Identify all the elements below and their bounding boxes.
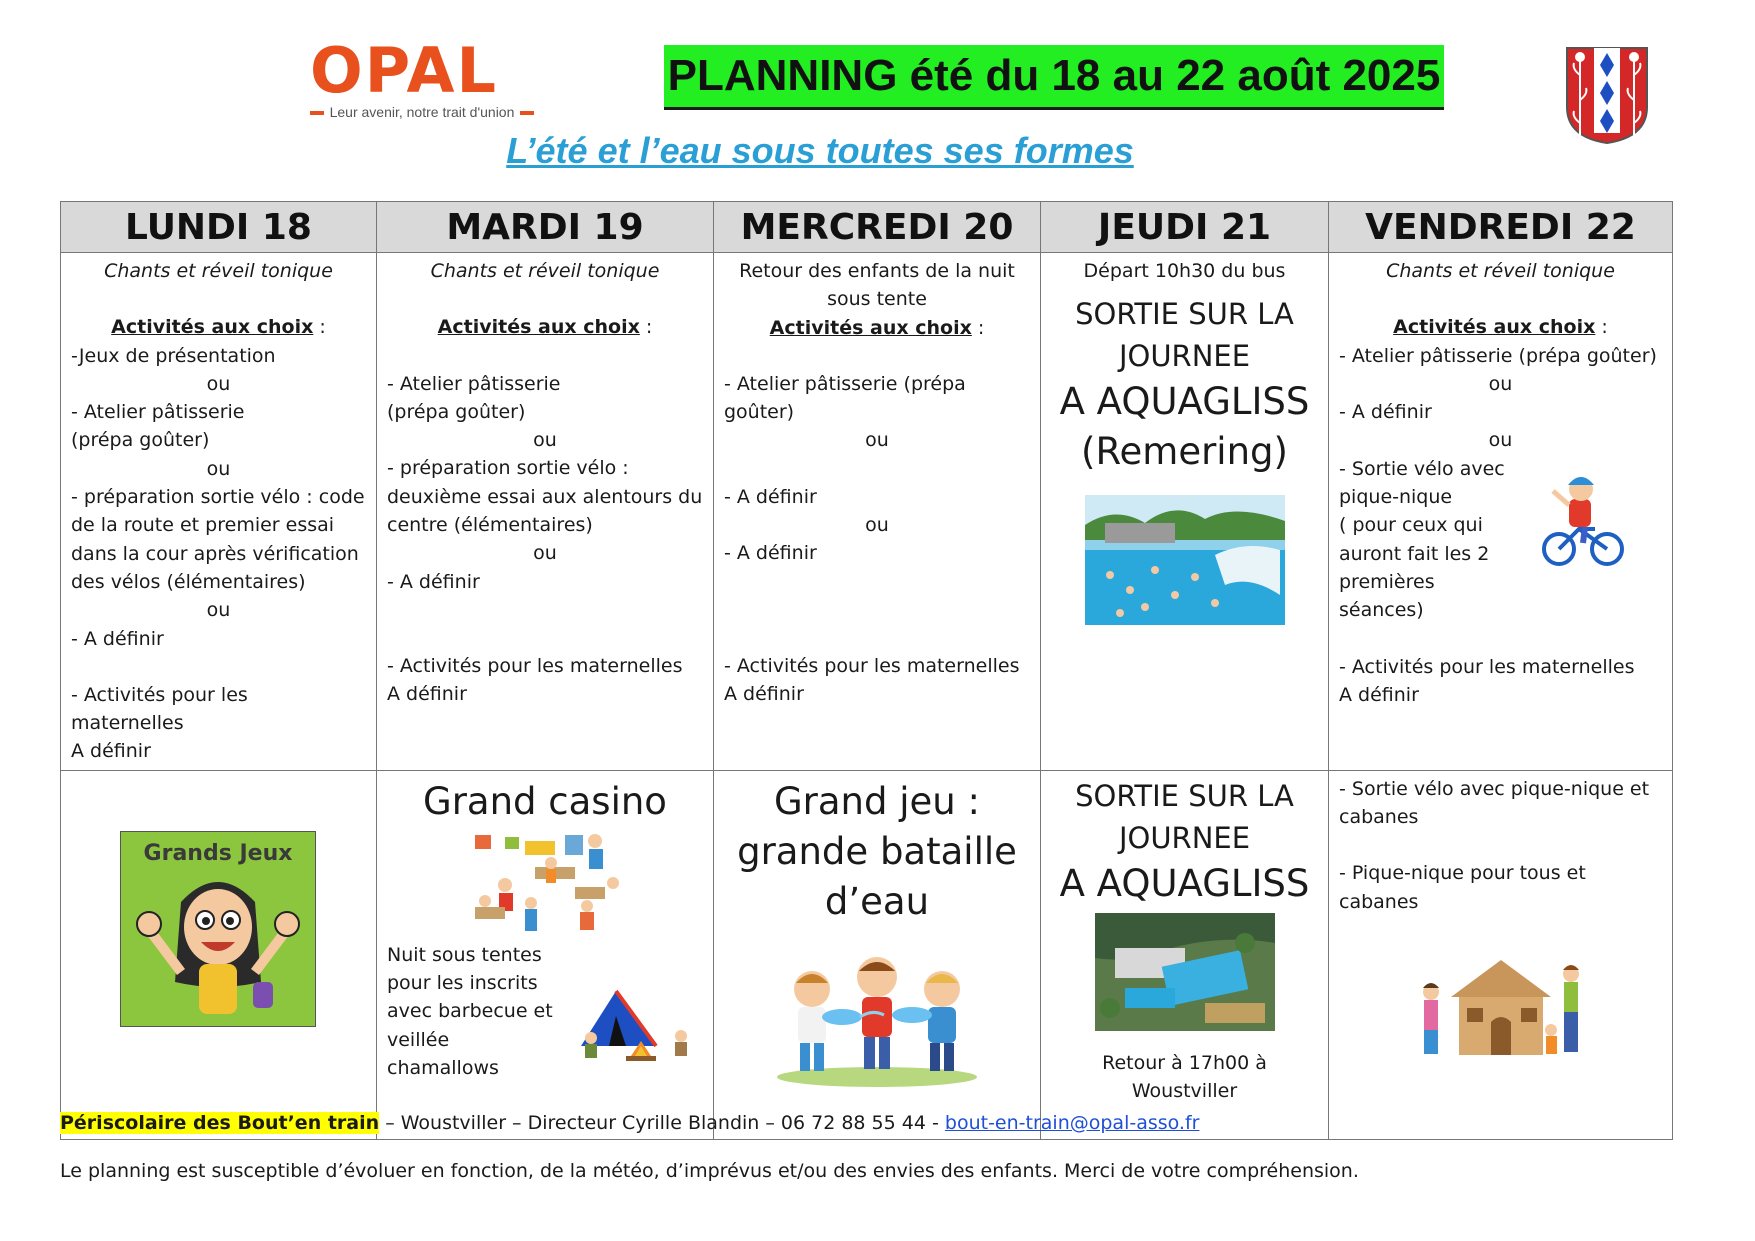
tuesday-activity: (prépa goûter) [387, 400, 526, 423]
wednesday-return: sous tente [827, 288, 927, 311]
tuesday-night: veillée [387, 1028, 450, 1051]
grands-jeux-label: Grands Jeux [143, 840, 293, 866]
friday-activity: auront fait les 2 [1339, 542, 1490, 565]
thursday-outing: SORTIE SUR LA [1075, 297, 1294, 332]
friday-or: ou [1488, 429, 1513, 452]
day-header-friday: VENDREDI 22 [1329, 202, 1673, 253]
wednesday-activity: - A définir [724, 542, 817, 565]
friday-intro: Chants et réveil tonique [1386, 260, 1615, 282]
footer-note: Le planning est susceptible d’évoluer en fonction, de la météo, d’imprévus et/ou des envies des enfants. Merci de votre compréhension. [60, 1160, 1359, 1182]
planning-table [60, 201, 1673, 1140]
monday-or: ou [206, 599, 231, 622]
tuesday-afternoon-title: Grand casino [423, 779, 667, 823]
wednesday-activity: - Activités pour les maternelles [724, 654, 1020, 677]
monday-or: ou [206, 372, 231, 395]
tent-campfire-icon [571, 976, 701, 1066]
thursday-departure: Départ 10h30 du bus [1083, 260, 1286, 282]
wednesday-afternoon-cell [714, 770, 1041, 1139]
friday-afternoon: cabanes [1339, 806, 1419, 829]
wednesday-activity: - A définir [724, 485, 817, 508]
friday-activity: - Activités pour les maternelles [1339, 655, 1635, 678]
day-header-monday: LUNDI 18 [61, 202, 377, 253]
monday-activity: - Activités pour les maternelles [71, 683, 248, 735]
day-header-row [61, 202, 1673, 253]
friday-activity: premières [1339, 570, 1435, 593]
monday-activity: -Jeux de présentation [71, 344, 276, 367]
thursday-afternoon-place: A AQUAGLISS [1059, 861, 1310, 905]
tuesday-night: chamallows [387, 1056, 499, 1079]
monday-activity: - A définir [71, 627, 164, 650]
footer-email-link[interactable]: bout-en-train@opal-asso.fr [944, 1112, 1200, 1134]
friday-or: ou [1488, 372, 1513, 395]
tuesday-night: pour les inscrits [387, 972, 538, 995]
wednesday-or: ou [865, 514, 889, 537]
friday-activity: - A définir [1339, 401, 1432, 424]
logo-tagline: Leur avenir, notre trait d'union [292, 104, 552, 120]
footer-structure-name: Périscolaire des Bout’en train [60, 1112, 380, 1134]
monday-activity: - préparation sortie vélo : code [71, 486, 365, 509]
page-title: PLANNING été du 18 au 22 août 2025 [667, 51, 1441, 100]
waterpark-photo-icon [1085, 495, 1285, 625]
wednesday-morning-cell [714, 253, 1041, 771]
monday-intro: Chants et réveil tonique [104, 260, 333, 282]
tuesday-activity: A définir [387, 683, 467, 706]
friday-morning-cell [1329, 253, 1673, 771]
friday-activity: A définir [1339, 683, 1419, 706]
monday-activity: A définir [71, 740, 151, 763]
friday-afternoon: cabanes [1339, 890, 1419, 913]
wednesday-afternoon-title: grande bataille [737, 829, 1017, 873]
friday-activity: séances) [1339, 599, 1424, 622]
monday-morning-cell [61, 253, 377, 771]
day-header-tuesday: MARDI 19 [377, 202, 714, 253]
wednesday-return: Retour des enfants de la nuit [739, 260, 1015, 282]
thursday-afternoon-outing: JOURNEE [1118, 820, 1251, 855]
thursday-outing: JOURNEE [1118, 339, 1251, 374]
coat-of-arms-icon [1564, 45, 1650, 145]
friday-activity: pique-nique [1339, 486, 1453, 509]
opal-logo [292, 34, 552, 130]
monday-activity: - Atelier pâtisserie [71, 401, 245, 424]
monday-choice-heading: Activités aux choix : [111, 316, 326, 339]
thursday-afternoon-cell [1041, 770, 1329, 1139]
wednesday-afternoon-title: Grand jeu : [774, 779, 980, 823]
thursday-return: Retour à 17h00 à [1102, 1051, 1267, 1074]
monday-activity: (prépa goûter) [71, 429, 210, 452]
child-on-bike-icon [1539, 469, 1629, 569]
friday-choice-heading: Activités aux choix : [1393, 316, 1608, 339]
page-subtitle: L’été et l’eau sous toutes ses formes [506, 130, 1134, 171]
wednesday-activity: - Atelier pâtisserie (prépa [724, 372, 966, 395]
tuesday-activity: - Atelier pâtisserie [387, 372, 561, 395]
tuesday-night: avec barbecue et [387, 1000, 553, 1023]
friday-activity: ( pour ceux qui [1339, 514, 1483, 537]
thursday-morning-cell [1041, 253, 1329, 771]
title-banner [664, 45, 1444, 110]
tuesday-activity: - préparation sortie vélo : [387, 457, 629, 480]
tuesday-or: ou [533, 542, 557, 565]
tuesday-choice-heading: Activités aux choix : [437, 316, 653, 339]
grands-jeux-image [120, 831, 316, 1027]
logo-text: OPAL [310, 34, 498, 107]
tuesday-or: ou [533, 429, 557, 452]
tuesday-activity: - Activités pour les maternelles [387, 654, 683, 677]
thursday-outing-place: A AQUAGLISS [1059, 380, 1310, 424]
monday-or: ou [206, 457, 231, 480]
wednesday-choice-heading: Activités aux choix : [769, 316, 985, 339]
wednesday-or: ou [865, 429, 889, 452]
wednesday-afternoon-title: d’eau [824, 879, 930, 923]
monday-activity: dans la cour après vérification [71, 542, 359, 565]
thursday-outing-place: (Remering) [1081, 430, 1288, 474]
wednesday-activity: A définir [724, 682, 804, 705]
kids-cardboard-house-icon [1411, 952, 1591, 1062]
friday-afternoon: - Sortie vélo avec pique-nique et [1339, 777, 1650, 800]
friday-afternoon: - Pique-nique pour tous et [1339, 862, 1586, 885]
monday-afternoon-cell [60, 770, 380, 1139]
water-fight-kids-icon [772, 949, 982, 1089]
casino-activities-icon [465, 827, 625, 937]
thursday-return: Woustviller [1131, 1080, 1238, 1103]
tuesday-morning-cell [377, 253, 714, 771]
tuesday-intro: Chants et réveil tonique [430, 260, 660, 282]
tuesday-night: Nuit sous tentes [387, 943, 542, 966]
morning-row [61, 253, 1673, 771]
day-header-thursday: JEUDI 21 [1041, 202, 1329, 253]
aquagliss-aerial-photo-icon [1095, 913, 1275, 1031]
monday-activity: des vélos (élémentaires) [71, 570, 306, 593]
wednesday-activity: goûter) [724, 401, 795, 424]
footer-contact [60, 1112, 1199, 1134]
footer-info: – Woustviller – Directeur Cyrille Blandin – 06 72 88 55 44 - [379, 1112, 945, 1134]
cheering-girl-icon [121, 832, 315, 1026]
tuesday-activity: deuxième essai aux alentours du [387, 485, 703, 508]
tuesday-activity: centre (élémentaires) [387, 514, 593, 537]
monday-activity: de la route et premier essai [71, 514, 335, 537]
friday-activity: - Sortie vélo avec [1339, 457, 1505, 480]
tuesday-activity: - A définir [387, 570, 480, 593]
friday-activity: - Atelier pâtisserie (prépa goûter) [1339, 344, 1657, 367]
afternoon-row [61, 770, 1673, 1139]
friday-afternoon-cell [1329, 770, 1673, 1139]
tuesday-afternoon-cell [377, 770, 714, 1139]
day-header-wednesday: MERCREDI 20 [714, 202, 1041, 253]
thursday-afternoon-outing: SORTIE SUR LA [1075, 778, 1294, 813]
